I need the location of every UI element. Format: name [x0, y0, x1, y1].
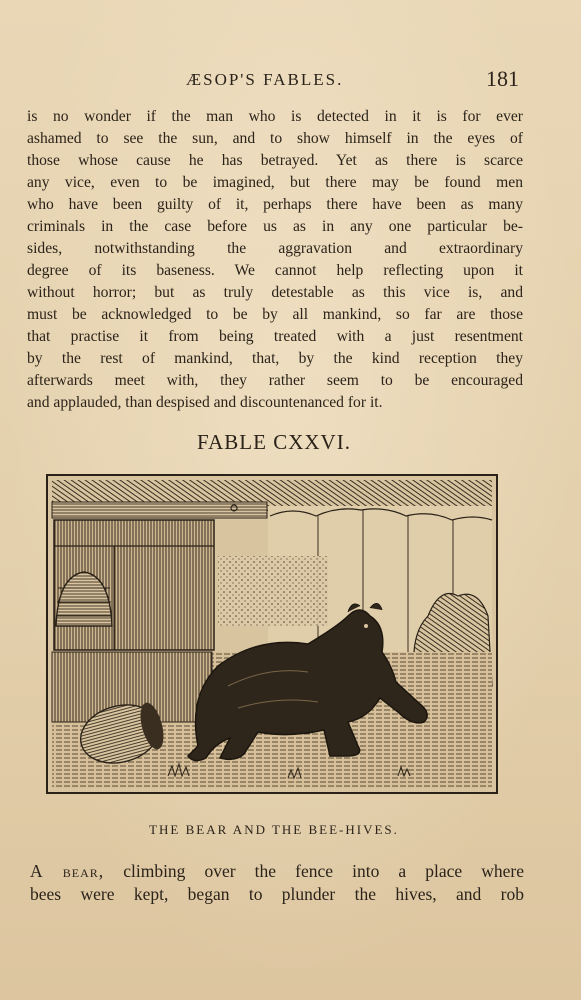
running-head	[0, 64, 581, 94]
body-line: must be acknowledged to be by all mankind, so far are those	[27, 306, 523, 323]
body-line: that practise it from being treated with a just resentment	[27, 328, 523, 345]
illustration-caption: THE BEAR AND THE BEE-HIVES.	[149, 822, 399, 837]
body-line: ashamed to see the sun, and to show himself in the eyes of	[27, 130, 523, 147]
woodcut-illustration	[46, 474, 498, 794]
body-line: without horror; but as truly detestable as this vice is, and	[27, 284, 523, 301]
fable-heading: FABLE CXXVI.	[197, 430, 351, 454]
body-line: any vice, even to be imagined, but there may be found men	[27, 174, 523, 191]
running-title: ÆSOP'S FABLES.	[186, 70, 344, 89]
fable-line: bees were kept, began to plunder the hives, and rob	[30, 884, 524, 904]
body-line: and applauded, than despised and discountenanced for it.	[27, 394, 383, 411]
body-line: degree of its baseness. We cannot help reflecting upon it	[27, 262, 523, 279]
body-line: who have been guilty of it, perhaps there have been as many	[27, 196, 523, 213]
body-line: by the rest of mankind, that, by the kind reception they	[27, 350, 523, 367]
body-line: sides, notwithstanding the aggravation and extraordinary	[27, 240, 523, 257]
body-paragraph	[27, 106, 523, 414]
fable-opening-word: A bear,	[30, 861, 105, 881]
fable-line-rest: climbing over the fence into a place where	[104, 861, 524, 881]
body-line: criminals in the case before us as in any one particular be-	[27, 218, 523, 235]
fable-text	[30, 860, 524, 906]
fable-line	[30, 860, 524, 883]
body-line: those whose cause he has betrayed. Yet as there is scarce	[27, 152, 523, 169]
page-number: 181	[486, 66, 519, 91]
body-line: afterwards meet with, they rather seem to be encouraged	[27, 372, 523, 389]
body-line: is no wonder if the man who is detected in it is for ever	[27, 108, 523, 125]
